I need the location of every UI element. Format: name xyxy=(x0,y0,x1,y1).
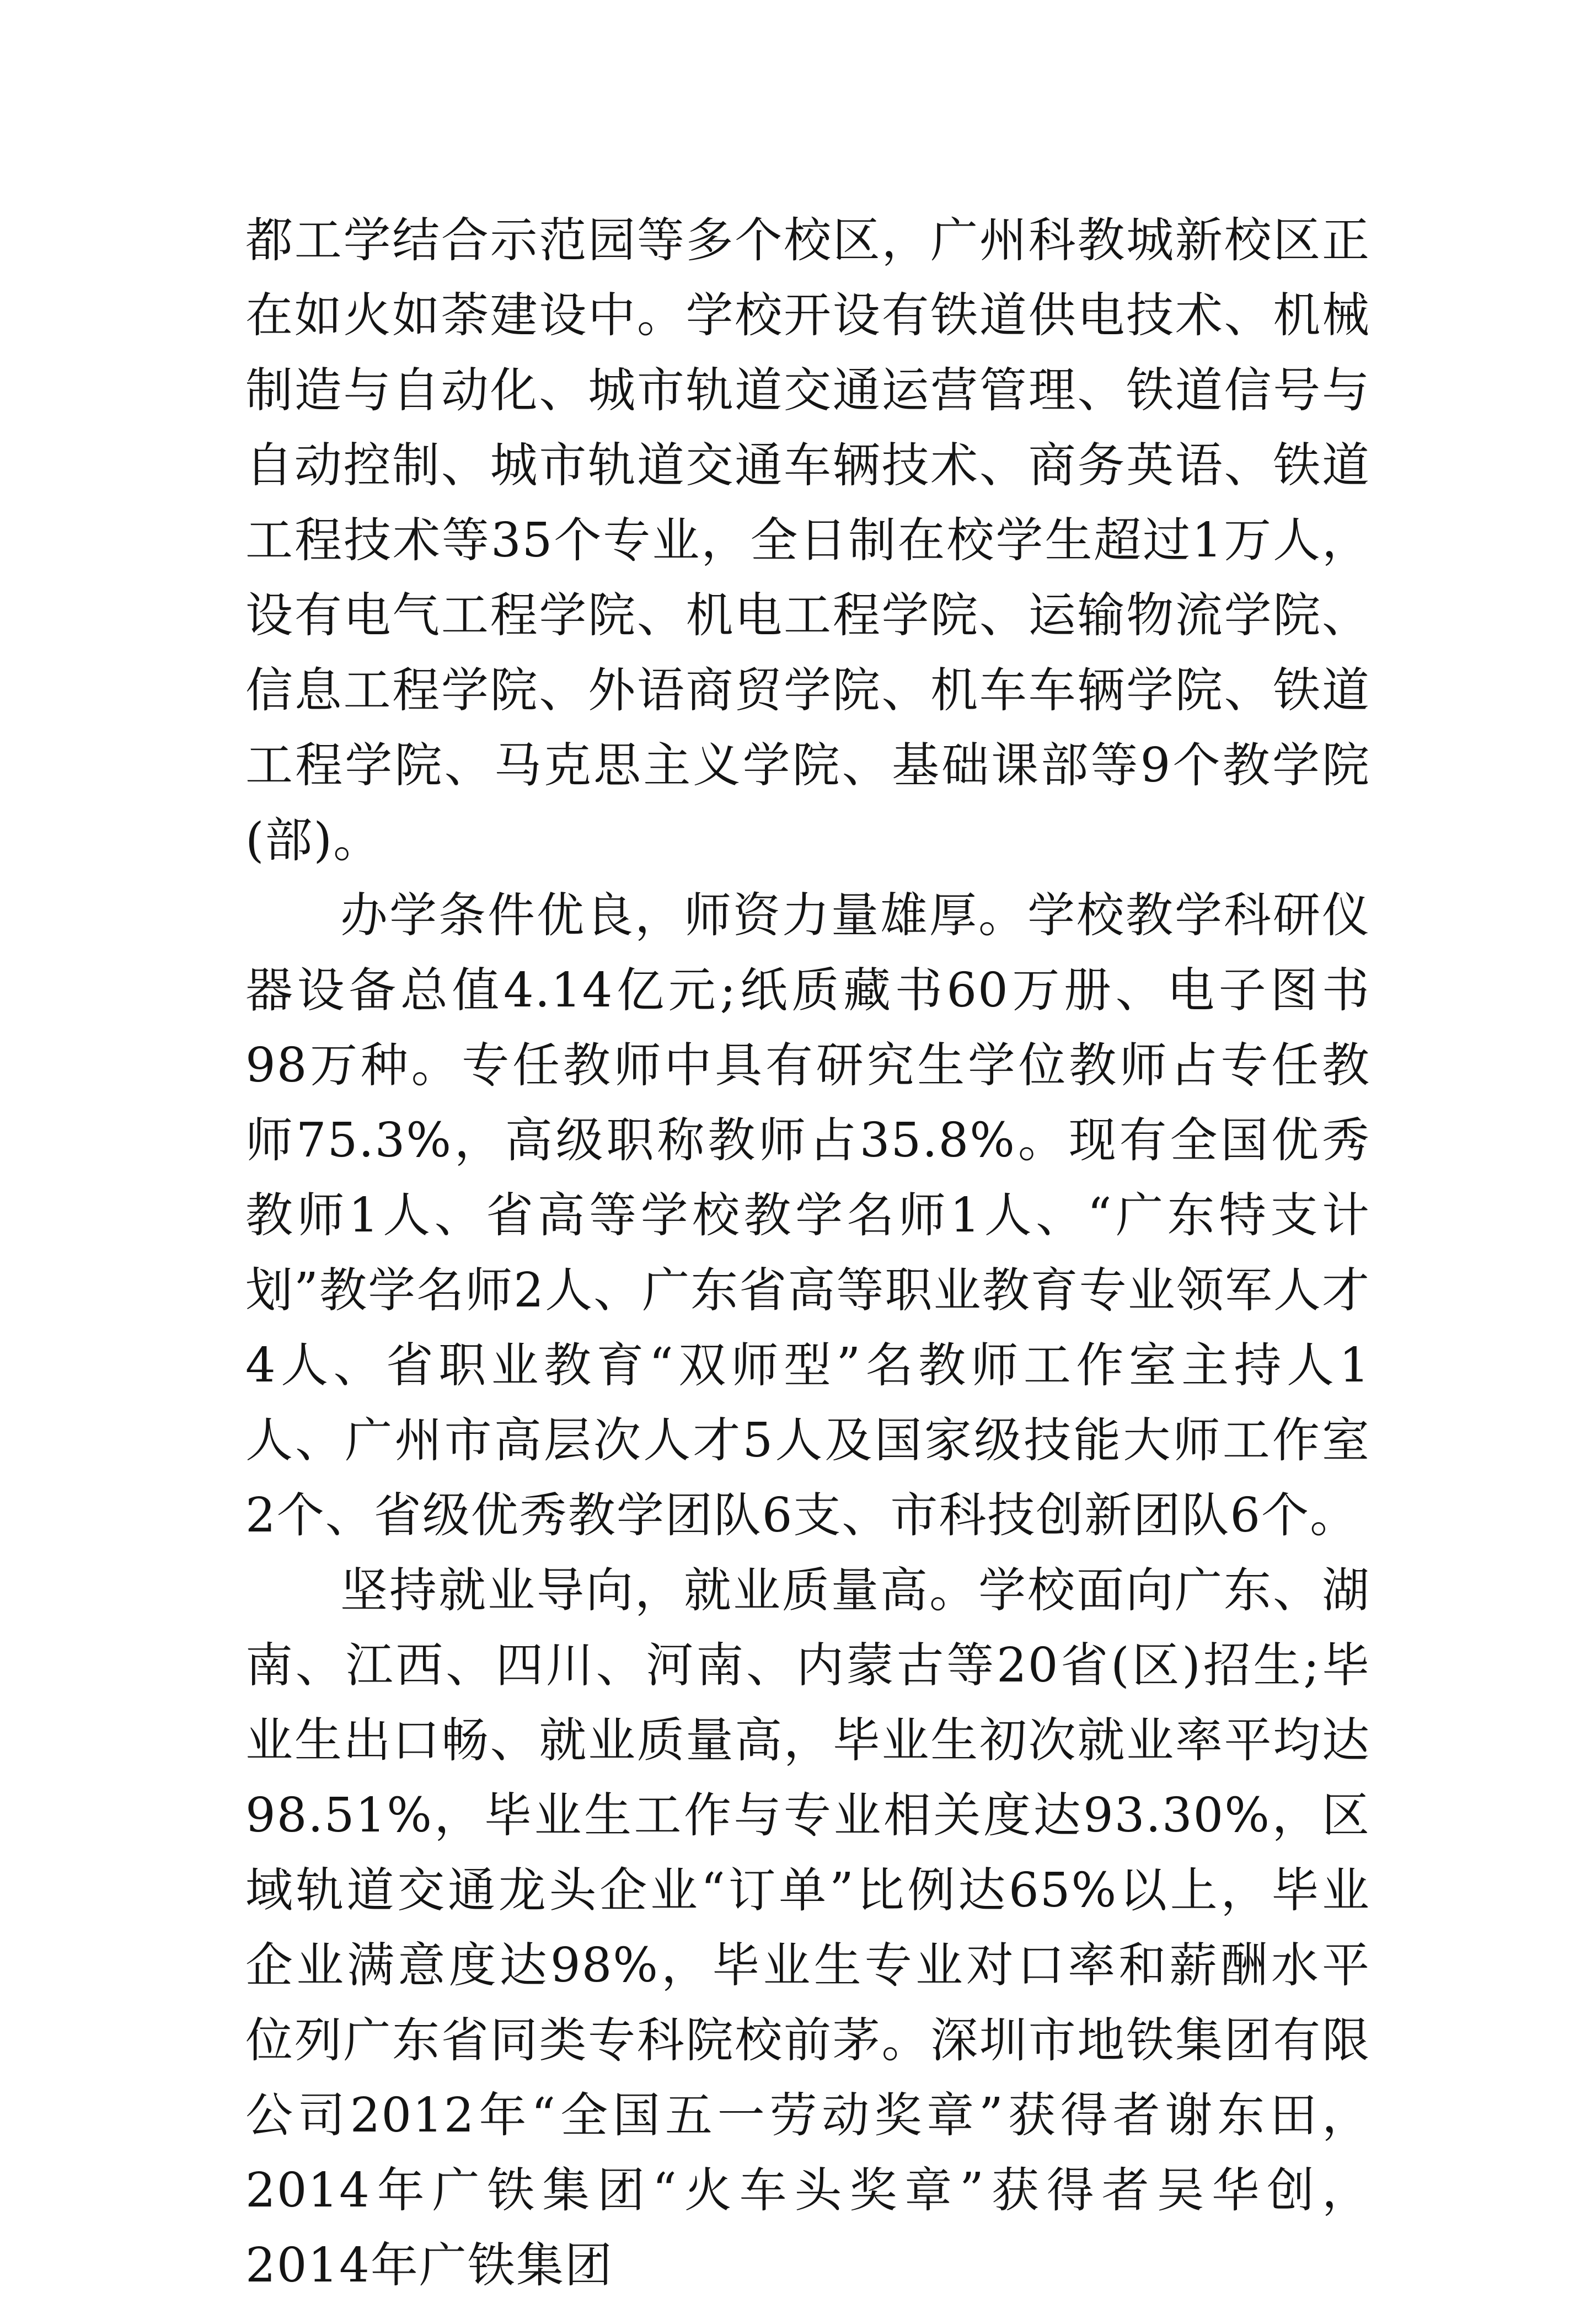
body-text xyxy=(245,203,1370,2303)
paragraph-employment: 坚持就业导向，就业质量高。学校面向广东、湖南、江西、四川、河南、内蒙古等20省(区)招生;毕业生出口畅、就业质量高，毕业生初次就业率平均达98.51%，毕业生工作与专业相关度达93.30%，区域轨道交通龙头企业“订单”比例达65%以上，毕业企业满意度达98%，毕业生专业对口率和薪酬水平位列广东省同类专科院校前茅。深圳市地铁集团有限公司2012年“全国五一劳动奖章”获得者谢东田，2014年广铁集团“火车头奖章”获得者吴华创，2014年广铁集团 xyxy=(245,1563,1370,2293)
paragraph-continued: 都工学结合示范园等多个校区，广州科教城新校区正在如火如荼建设中。学校开设有铁道供电技术、机械制造与自动化、城市轨道交通运营管理、铁道信号与自动控制、城市轨道交通车辆技术、商务英语、铁道工程技术等35个专业，全日制在校学生超过1万人，设有电气工程学院、机电工程学院、运输物流学院、信息工程学院、外语商贸学院、机车车辆学院、铁道工程学院、马克思主义学院、基础课部等9个教学院(部)。 xyxy=(245,213,1370,868)
paragraph-faculty: 办学条件优良，师资力量雄厚。学校教学科研仪器设备总值4.14亿元;纸质藏书60万册、电子图书98万种。专任教师中具有研究生学位教师占专任教师75.3%，高级职称教师占35.8%。现有全国优秀教师1人、省高等学校教学名师1人、“广东特支计划”教学名师2人、广东省高等职业教育专业领军人才4人、省职业教育“双师型”名教师工作室主持人1人、广州市高层次人才5人及国家级技能大师工作室2个、省级优秀教学团队6支、市科技创新团队6个。 xyxy=(245,888,1370,1543)
